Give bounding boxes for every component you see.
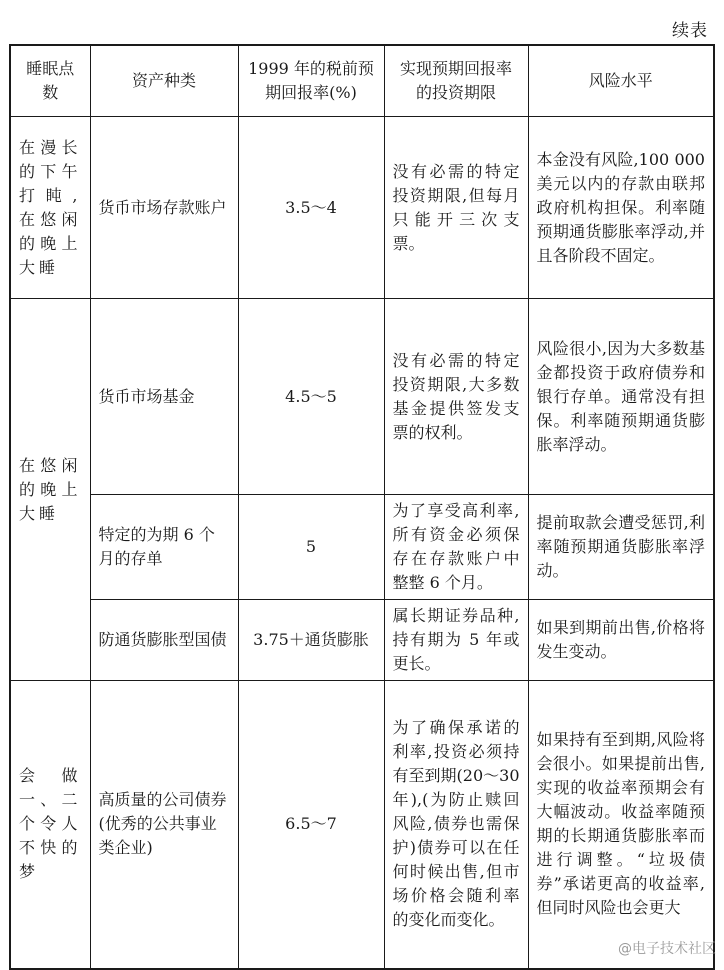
sleep-points-cell: 在悠闲的晚上大睡 [10,299,90,681]
investment-period-cell: 没有必需的特定投资期限,大多数基金提供签发支票的权利。 [384,299,528,495]
sleep-points-cell: 会做一、二个令人不快的梦 [10,681,90,969]
expected-return-cell: 5 [238,495,384,600]
header-expected-return: 1999 年的税前预期回报率(%) [238,45,384,117]
expected-return-cell: 4.5～5 [238,299,384,495]
table-row [10,299,714,495]
risk-level-cell: 本金没有风险,100 000美元以内的存款由联邦政府机构担保。利率随预期通货膨胀率浮动,并且各阶段不固定。 [528,117,714,299]
header-row [10,45,714,117]
investment-period-cell: 为了享受高利率,所有资金必须保存在存款账户中整整 6 个月。 [384,495,528,600]
sleep-points-cell: 在漫长的下午打盹,在悠闲的晚上大睡 [10,117,90,299]
risk-level-cell: 风险很小,因为大多数基金都投资于政府债券和银行存单。通常没有担保。利率随预期通货膨胀率浮动。 [528,299,714,495]
header-sleep-points: 睡眠点数 [10,45,90,117]
risk-level-cell: 提前取款会遭受惩罚,利率随预期通货膨胀率浮动。 [528,495,714,600]
header-investment-period: 实现预期回报率的投资期限 [384,45,528,117]
risk-level-cell: 如果持有至到期,风险将会很小。如果提前出售,实现的收益率预期会有大幅波动。收益率随预期的长期通货膨胀率而进行调整。“垃圾债券”承诺更高的收益率,但同时风险也会更大 [528,681,714,969]
table-row [10,681,714,969]
asset-type-cell: 货币市场存款账户 [90,117,238,299]
table-row [10,600,714,681]
asset-type-cell: 货币市场基金 [90,299,238,495]
expected-return-cell: 3.5～4 [238,117,384,299]
investment-period-cell: 没有必需的特定投资期限,但每月只能开三次支票。 [384,117,528,299]
watermark: @电子技术社区 [618,941,716,957]
investment-table [9,44,715,970]
continuation-label: 续表 [672,21,708,41]
expected-return-cell: 3.75＋通货膨胀 [238,600,384,681]
table-row [10,117,714,299]
asset-type-cell: 特定的为期 6 个月的存单 [90,495,238,600]
header-risk-level: 风险水平 [528,45,714,117]
header-asset-type: 资产种类 [90,45,238,117]
risk-level-cell: 如果到期前出售,价格将发生变动。 [528,600,714,681]
investment-period-cell: 属长期证券品种,持有期为 5 年或更长。 [384,600,528,681]
table-row [10,495,714,600]
asset-type-cell: 高质量的公司债券(优秀的公共事业类企业) [90,681,238,969]
expected-return-cell: 6.5～7 [238,681,384,969]
asset-type-cell: 防通货膨胀型国债 [90,600,238,681]
investment-period-cell: 为了确保承诺的利率,投资必须持有至到期(20～30年),(为防止赎回风险,债券也需保护)债券可以在任何时候出售,但市场价格会随利率的变化而变化。 [384,681,528,969]
